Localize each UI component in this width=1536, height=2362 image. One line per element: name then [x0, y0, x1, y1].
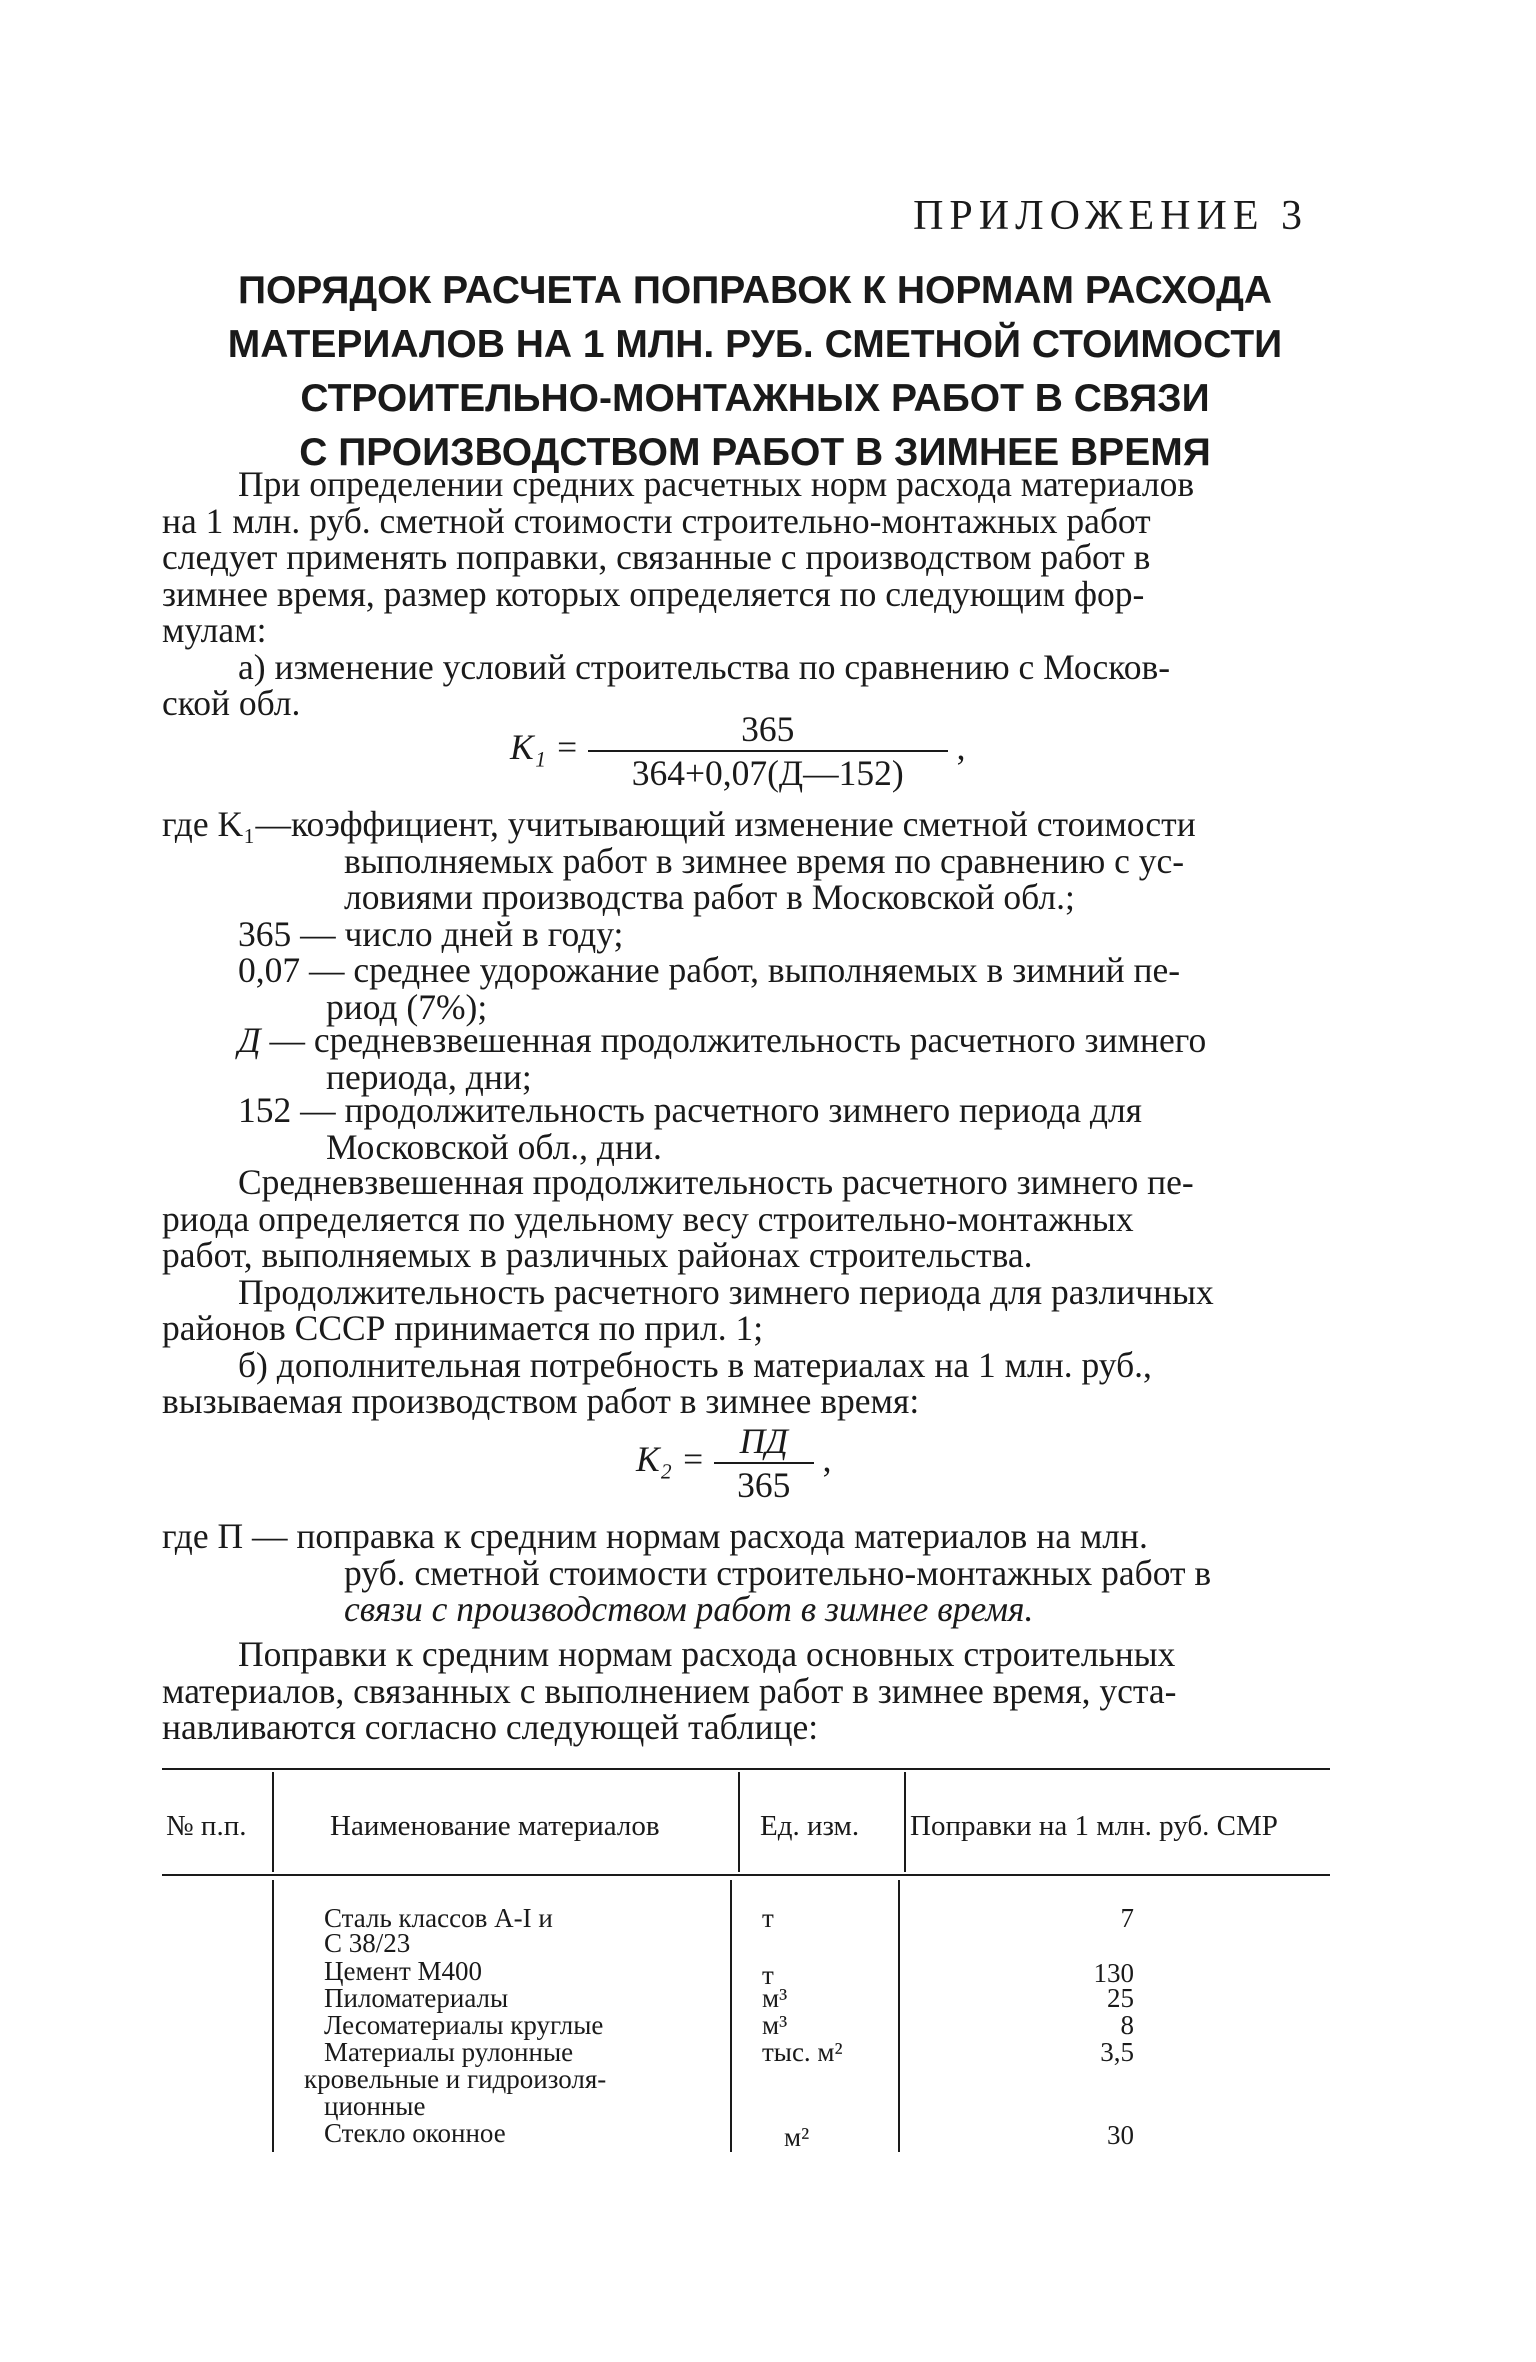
legend-text: — среднее удорожание работ, выполняемых в зимний пе-: [309, 950, 1181, 990]
text-line: При определении средних расчетных норм расхода материалов: [238, 464, 1195, 504]
table-cell-material: Материалы рулонные: [324, 2037, 574, 2067]
table-column-rule: [272, 1772, 274, 1872]
table-cell-unit: м²: [784, 2122, 810, 2152]
legend-item: [162, 806, 1196, 916]
closing-paragraph: [162, 1636, 1334, 1746]
table-cell-value: 7: [1120, 1903, 1134, 1933]
text-line: Продолжительность расчетного зимнего периода для различных: [238, 1271, 1214, 1312]
formula-fraction: [588, 708, 948, 794]
legend-text: — число дней в году;: [300, 914, 624, 954]
formula-numerator: 365: [741, 709, 795, 749]
table-column-rule: [898, 1880, 900, 2152]
formula-lhs: K₂ =: [636, 1439, 705, 1480]
legend-text: выполняемых работ в зимнее время по сравнению с ус-: [344, 840, 1185, 881]
formula-k1: [510, 708, 965, 794]
table-cell-material: Пиломатериалы: [324, 1983, 509, 2013]
table-cell-value: 25: [1107, 1983, 1134, 2013]
legend-text: ловиями производства работ в Московской обл.;: [344, 877, 1075, 917]
text-line: Средневзвешенная продолжительность расчетного зимнего пе-: [238, 1162, 1194, 1202]
legend-text: —коэффициент, учитывающий изменение сметной стоимости: [255, 804, 1196, 844]
intro-paragraph: [162, 466, 1334, 722]
text-line: Поправки к средним нормам расхода основных строительных: [238, 1634, 1176, 1674]
table-column-rule: [730, 1880, 732, 2152]
text-line: следует применять поправки, связанные с производством работ в: [162, 537, 1151, 577]
legend-text: периода, дни;: [326, 1056, 532, 1097]
formula-k2: [636, 1420, 831, 1506]
legend-item: [238, 952, 1180, 1025]
table-cell-value: 8: [1120, 2010, 1134, 2040]
title-line: МАТЕРИАЛОВ НА 1 МЛН. РУБ. СМЕТНОЙ СТОИМОСТИ: [227, 323, 1283, 366]
formula-lhs: K₁ =: [510, 727, 579, 768]
table-cell-material: Лесоматериалы круглые: [324, 2010, 604, 2040]
middle-paragraph: [162, 1164, 1334, 1420]
legend-item: [238, 1022, 1206, 1095]
text-line: материалов, связанных с выполнением работ в зимнее время, уста-: [162, 1670, 1177, 1711]
table-column-rule: [738, 1772, 740, 1872]
title-line: С ПРОИЗВОДСТВОМ РАБОТ В ЗИМНЕЕ ВРЕМЯ: [299, 431, 1211, 474]
formula-tail: ,: [822, 1439, 832, 1480]
legend-symbol: 0,07: [238, 950, 301, 990]
text-line: зимнее время, размер которых определяется по следующим фор-: [162, 573, 1145, 614]
text-line: мулам:: [162, 610, 267, 650]
legend-text: Московской обл., дни.: [326, 1126, 662, 1167]
table-cell-unit: тыс. м²: [762, 2037, 843, 2067]
formula-tail: ,: [956, 727, 966, 768]
title-line: СТРОИТЕЛЬНО-МОНТАЖНЫХ РАБОТ В СВЯЗИ: [300, 377, 1210, 420]
table-cell-material: Стекло оконное: [324, 2118, 506, 2148]
appendix-label: ПРИЛОЖЕНИЕ 3: [913, 193, 1308, 239]
legend-text: руб. сметной стоимости строительно-монтажных работ в: [344, 1552, 1212, 1593]
title-line: ПОРЯДОК РАСЧЕТА ПОПРАВОК К НОРМАМ РАСХОДА: [237, 269, 1273, 312]
legend-item: [238, 1092, 1142, 1165]
text-line: вызываемая производством работ в зимнее время:: [162, 1381, 920, 1421]
legend-item: [238, 916, 623, 953]
table-cell-material: С 38/23: [324, 1928, 411, 1958]
table-header-material: Наименование материалов: [330, 1810, 660, 1842]
table-cell-material: Цемент М400: [324, 1956, 483, 1986]
table-cell-material: кровельные и гидроизоля-: [304, 2064, 607, 2094]
table-column-rule: [904, 1772, 906, 1872]
table-cell-value: 130: [1093, 1958, 1134, 1988]
text-line: ской обл.: [162, 683, 301, 723]
legend-symbol: Д: [238, 1020, 261, 1060]
formula-denominator: 365: [737, 1465, 791, 1505]
table-cell-unit: т: [762, 1903, 774, 1933]
table-header-number: № п.п.: [166, 1810, 247, 1842]
legend-text: связи с производством работ в зимнее время.: [344, 1589, 1034, 1629]
table-header-unit: Ед. изм.: [760, 1810, 860, 1842]
text-line: районов СССР принимается по прил. 1;: [162, 1308, 764, 1348]
text-line: б) дополнительная потребность в материалах на 1 млн. руб.,: [238, 1344, 1152, 1385]
legend-item: [162, 1518, 1211, 1628]
table-header-correction: Поправки на 1 млн. руб. СМР: [910, 1810, 1278, 1842]
table-top-rule: [162, 1768, 1330, 1770]
table-cell-material: Сталь классов А-I и: [324, 1903, 553, 1933]
table-header-rule: [162, 1874, 1330, 1876]
legend-text: риод (7%);: [326, 986, 488, 1027]
document-title: [170, 264, 1340, 480]
text-line: а) изменение условий строительства по сравнению с Москов-: [238, 646, 1171, 687]
legend-symbol: где П: [162, 1516, 244, 1556]
text-line: работ, выполняемых в различных районах строительства.: [162, 1235, 1033, 1275]
text-line: риода определяется по удельному весу строительно-монтажных: [162, 1198, 1134, 1239]
text-line: на 1 млн. руб. сметной стоимости строительно-монтажных работ: [162, 500, 1151, 541]
text-line: навливаются согласно следующей таблице:: [162, 1707, 819, 1747]
table-cell-unit: м³: [762, 2010, 788, 2040]
formula-fraction: [714, 1420, 814, 1506]
legend-text: — поправка к средним нормам расхода материалов на млн.: [252, 1516, 1148, 1556]
table-cell-unit: т: [762, 1960, 774, 1990]
legend-text: — средневзвешенная продолжительность расчетного зимнего: [269, 1020, 1207, 1060]
table-cell-value: 3,5: [1100, 2037, 1134, 2067]
table-column-rule: [272, 1880, 274, 2152]
legend-symbol: 152: [238, 1090, 292, 1130]
formula-numerator: ПД: [739, 1421, 788, 1461]
table-cell-material: ционные: [324, 2091, 426, 2121]
legend-text: — продолжительность расчетного зимнего периода для: [300, 1090, 1143, 1130]
legend-symbol: где K₁: [162, 804, 256, 844]
legend-symbol: 365: [238, 914, 292, 954]
table-cell-unit: м³: [762, 1983, 788, 2013]
formula-denominator: 364+0,07(Д—152): [631, 753, 904, 793]
table-cell-value: 30: [1107, 2120, 1134, 2150]
